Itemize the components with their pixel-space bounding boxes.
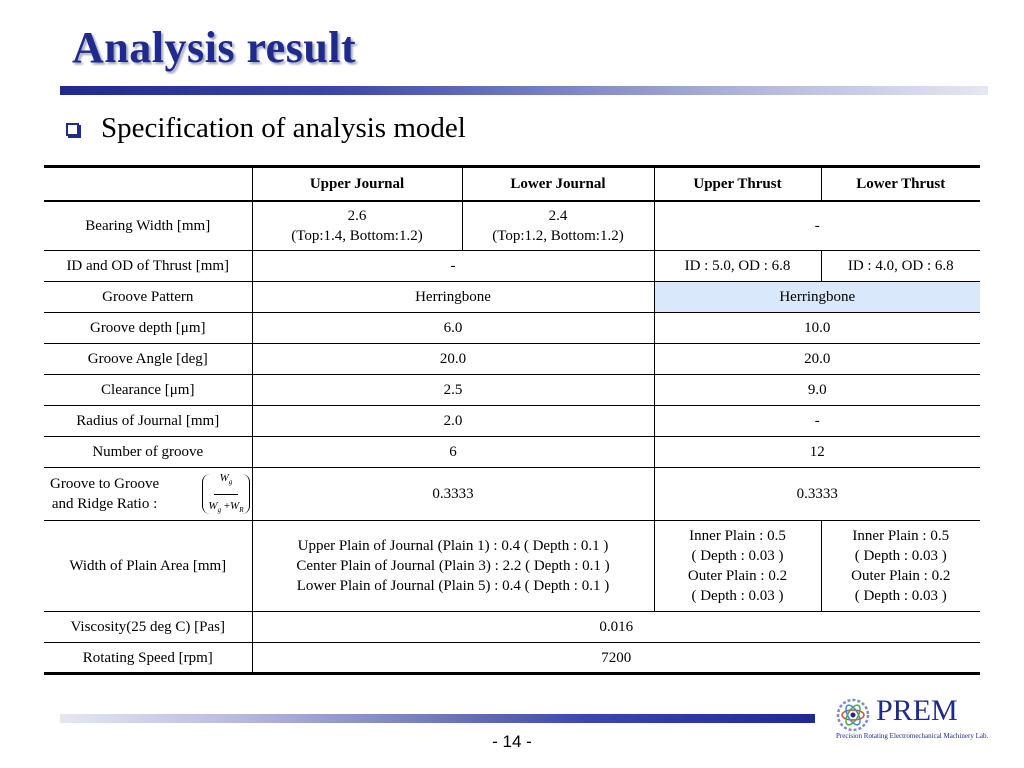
- logo-name: PREM: [876, 694, 958, 727]
- cell-lower-journal: [462, 201, 654, 251]
- row-label: Viscosity(25 deg C) [Pas]: [44, 612, 252, 643]
- cell-line: Outer Plain : 0.2: [851, 568, 951, 584]
- cell-line: ( Depth : 0.03 ): [691, 548, 784, 564]
- footer-bar: [60, 714, 815, 723]
- cell-line: ( Depth : 0.03 ): [854, 588, 947, 604]
- header-lower-thrust: Lower Thrust: [821, 167, 980, 201]
- ratio-label-line: and Ridge Ratio :: [51, 496, 158, 512]
- header-lower-journal: Lower Journal: [462, 167, 654, 201]
- formula-denominator-b: W: [230, 499, 240, 512]
- cell-journal: [252, 521, 654, 612]
- specification-table: [44, 165, 980, 675]
- table-header-row: [44, 167, 980, 201]
- table-row-plain-width: [44, 521, 980, 612]
- cell-line: Upper Plain of Journal (Plain 1) : 0.4 ( Depth : 0.1 ): [297, 538, 609, 554]
- cell-upper-thrust: [654, 521, 821, 612]
- cell-upper-journal: [252, 201, 462, 251]
- cell-line: 2.6: [347, 207, 367, 224]
- page-number: - 14 -: [492, 732, 532, 751]
- cell-thrust: -: [654, 406, 980, 437]
- row-label: Groove Pattern: [44, 282, 252, 313]
- table-row-clearance: [44, 375, 980, 406]
- row-label: Groove Angle [deg]: [44, 344, 252, 375]
- table-row-id-od: [44, 251, 980, 282]
- cell-line: 2.4: [548, 207, 568, 224]
- cell-thrust: -: [654, 201, 980, 251]
- cell-journal: -: [252, 251, 654, 282]
- cell-thrust: 0.3333: [654, 468, 980, 521]
- header-upper-journal: Upper Journal: [252, 167, 462, 201]
- cell-line: (Top:1.4, Bottom:1.2): [291, 227, 423, 244]
- table-row-groove-pattern: [44, 282, 980, 313]
- row-label: Radius of Journal [mm]: [44, 406, 252, 437]
- table-row-groove-depth: [44, 313, 980, 344]
- cell-thrust-highlighted: Herringbone: [654, 282, 980, 313]
- ratio-label: [50, 474, 159, 514]
- cell-journal: 0.3333: [252, 468, 654, 521]
- table-row-radius: [44, 406, 980, 437]
- header-upper-thrust: Upper Thrust: [654, 167, 821, 201]
- cell-journal: 6: [252, 437, 654, 468]
- formula-numerator: W: [219, 472, 229, 485]
- table-row-groove-ratio: [44, 468, 980, 521]
- cell-upper-thrust: ID : 5.0, OD : 6.8: [654, 251, 821, 282]
- bullet-point: [66, 112, 466, 145]
- logo-subtitle: Precision Rotating Electromechanical Machinery Lab.: [836, 732, 989, 740]
- cell-lower-thrust: ID : 4.0, OD : 6.8: [821, 251, 980, 282]
- cell-thrust: 12: [654, 437, 980, 468]
- cell-line: ( Depth : 0.03 ): [854, 548, 947, 564]
- slide-title: Analysis result: [72, 23, 357, 72]
- table-row-rotating-speed: [44, 643, 980, 674]
- table-row-bearing-width: [44, 201, 980, 251]
- table-row-number-of-groove: [44, 437, 980, 468]
- ratio-formula: [202, 474, 249, 514]
- cell-journal: 20.0: [252, 344, 654, 375]
- cell-journal: 2.0: [252, 406, 654, 437]
- formula-numerator-sub: g: [228, 478, 233, 487]
- square-bullet-icon: [66, 123, 79, 136]
- row-label: Number of groove: [44, 437, 252, 468]
- title-underline-bar: [60, 86, 988, 95]
- cell-lower-thrust: [821, 521, 980, 612]
- ratio-label-line: Groove to Groove: [50, 476, 160, 492]
- row-label: ID and OD of Thrust [mm]: [44, 251, 252, 282]
- row-label: Groove depth [μm]: [44, 313, 252, 344]
- table-row-viscosity: [44, 612, 980, 643]
- cell-journal: 6.0: [252, 313, 654, 344]
- formula-denominator-b-sub: R: [239, 505, 244, 514]
- cell-line: Inner Plain : 0.5: [852, 528, 950, 544]
- cell-line: Center Plain of Journal (Plain 3) : 2.2 ( Depth : 0.1 ): [296, 558, 610, 574]
- cell-thrust: 10.0: [654, 313, 980, 344]
- row-label: Width of Plain Area [mm]: [44, 521, 252, 612]
- header-empty: [44, 167, 252, 201]
- cell-line: Outer Plain : 0.2: [687, 568, 788, 584]
- bullet-text: Specification of analysis model: [101, 112, 466, 144]
- row-label: Clearance [μm]: [44, 375, 252, 406]
- cell-line: Inner Plain : 0.5: [689, 528, 786, 544]
- cell-line: (Top:1.2, Bottom:1.2): [492, 227, 624, 244]
- cell-line: Lower Plain of Journal (Plain 5) : 0.4 ( Depth : 0.1 ): [296, 578, 610, 594]
- cell-value: 7200: [252, 643, 980, 674]
- table-row-groove-angle: [44, 344, 980, 375]
- cell-thrust: 20.0: [654, 344, 980, 375]
- cell-journal: Herringbone: [252, 282, 654, 313]
- cell-journal: 2.5: [252, 375, 654, 406]
- gear-atom-logo-icon: [836, 698, 870, 732]
- row-label: Rotating Speed [rpm]: [44, 643, 252, 674]
- row-label-ratio: [44, 468, 252, 521]
- formula-plus: +: [223, 499, 231, 512]
- cell-thrust: 9.0: [654, 375, 980, 406]
- row-label: Bearing Width [mm]: [44, 201, 252, 251]
- cell-line: ( Depth : 0.03 ): [691, 588, 784, 604]
- cell-value: 0.016: [252, 612, 980, 643]
- formula-denominator-a: W: [208, 499, 218, 512]
- formula-denominator-a-sub: g: [217, 505, 222, 514]
